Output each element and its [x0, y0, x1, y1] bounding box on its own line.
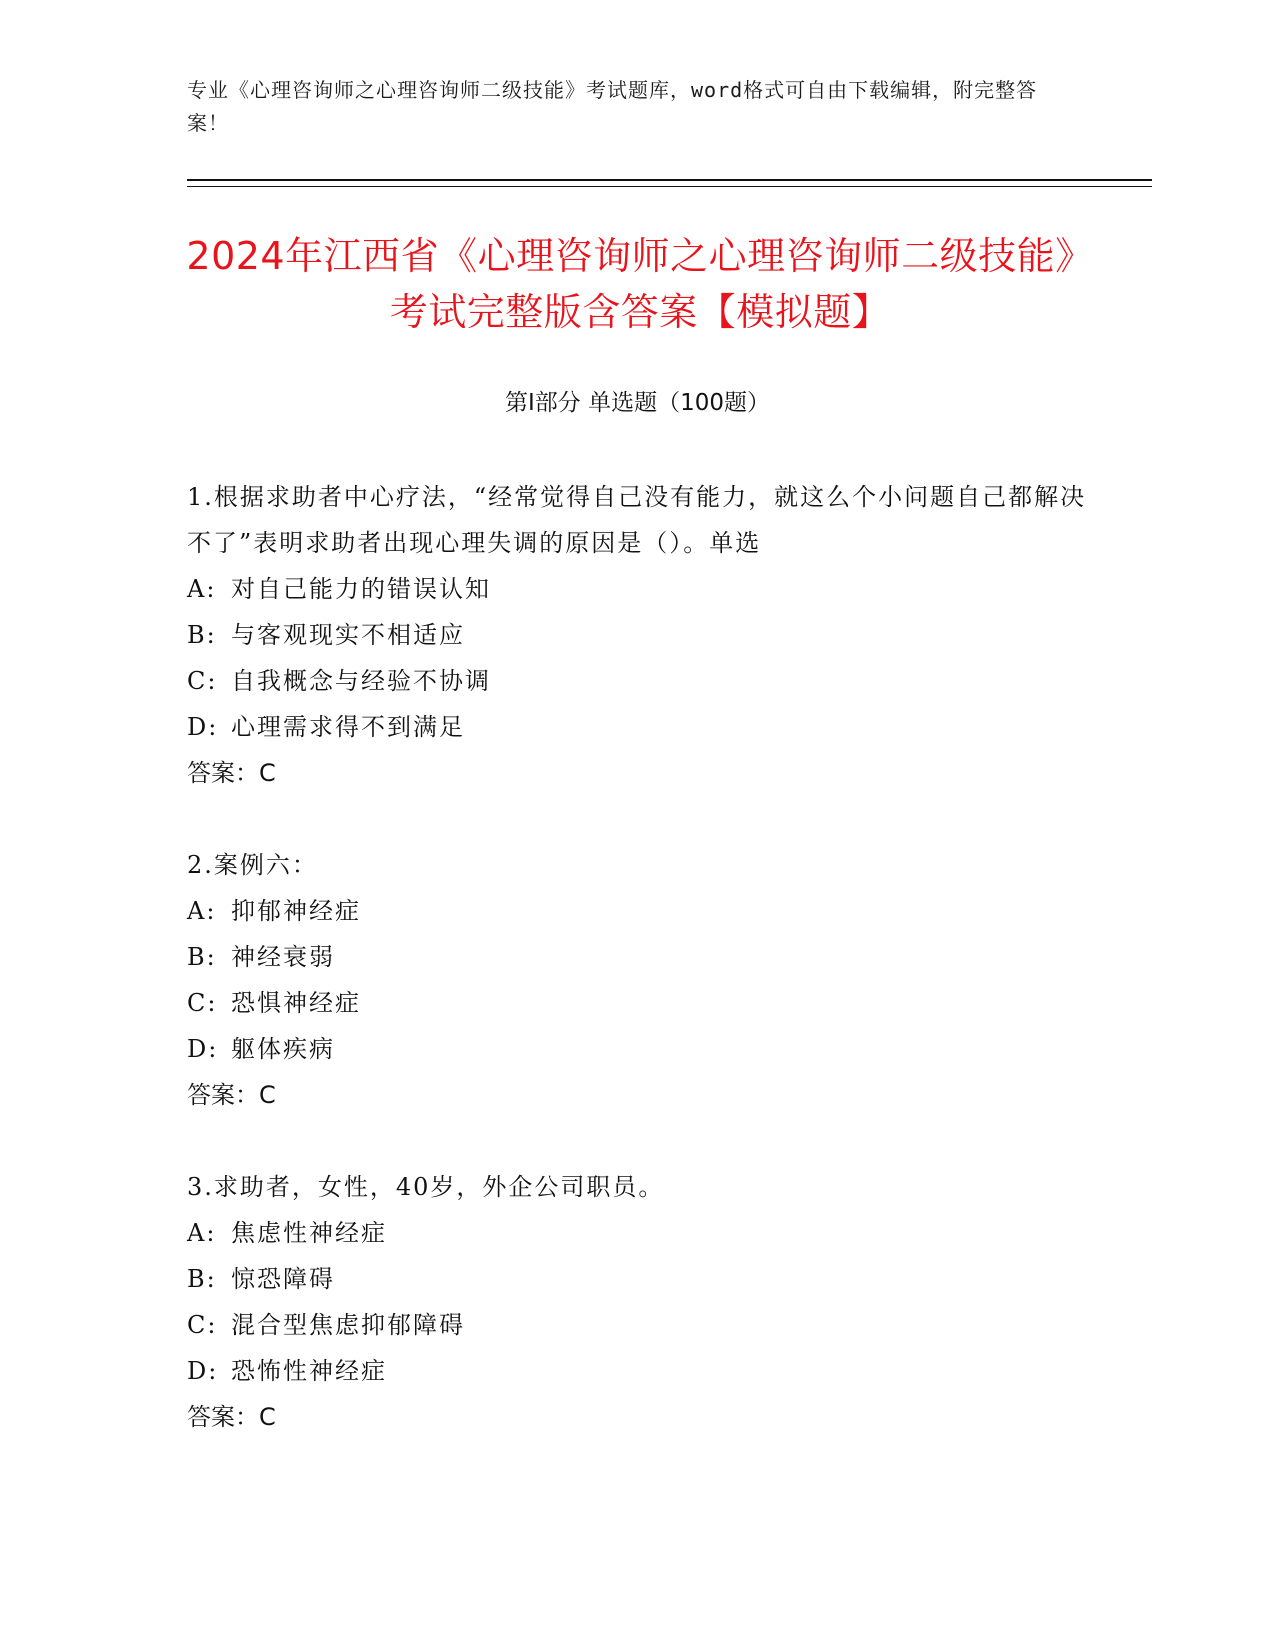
option-text: 躯体疾病	[231, 1035, 335, 1063]
option-letter: A:	[187, 575, 217, 603]
question-1	[187, 474, 1087, 796]
option-c	[187, 658, 1087, 704]
answer-line: 答案：C	[187, 1403, 276, 1431]
option-letter: D:	[187, 1035, 219, 1063]
option-text: 惊恐障碍	[231, 1265, 335, 1293]
option-d	[187, 1026, 1087, 1072]
option-a	[187, 1210, 1087, 1256]
option-letter: C:	[187, 1311, 218, 1339]
option-letter: B:	[187, 1265, 217, 1293]
option-text: 混合型焦虑抑郁障碍	[231, 1311, 465, 1339]
option-text: 恐怖性神经症	[231, 1357, 387, 1385]
option-letter: A:	[187, 1219, 217, 1247]
option-b	[187, 1256, 1087, 1302]
option-c	[187, 1302, 1087, 1348]
question-stem: 2.案例六：	[187, 851, 318, 879]
option-letter: D:	[187, 713, 219, 741]
option-d	[187, 704, 1087, 750]
answer-line: 答案：C	[187, 759, 276, 787]
header-rule-thin	[187, 186, 1152, 187]
option-text: 焦虑性神经症	[231, 1219, 387, 1247]
option-text: 对自己能力的错误认知	[231, 575, 491, 603]
option-letter: C:	[187, 667, 218, 695]
answer-line: 答案：C	[187, 1081, 276, 1109]
option-text: 自我概念与经验不协调	[231, 667, 491, 695]
option-b	[187, 612, 1087, 658]
option-letter: B:	[187, 621, 217, 649]
option-text: 抑郁神经症	[231, 897, 361, 925]
question-3	[187, 1164, 1087, 1440]
header-note: 专业《心理咨询师之心理咨询师二级技能》考试题库，word格式可自由下载编辑，附完整答案！	[187, 78, 1038, 135]
option-text: 恐惧神经症	[231, 989, 361, 1017]
option-c	[187, 980, 1087, 1026]
option-text: 心理需求得不到满足	[231, 713, 465, 741]
question-list	[187, 474, 1087, 1486]
question-stem: 3.求助者，女性，40岁，外企公司职员。	[187, 1173, 665, 1201]
question-stem: 1.根据求助者中心疗法，“经常觉得自己没有能力，就这么个小问题自己都解决不了”表明求助者出现心理失调的原因是（）。单选	[187, 483, 1087, 557]
option-a	[187, 566, 1087, 612]
option-text: 与客观现实不相适应	[231, 621, 465, 649]
question-2	[187, 842, 1087, 1118]
option-text: 神经衰弱	[231, 943, 335, 971]
option-letter: C:	[187, 989, 218, 1017]
document-title: 2024年江西省《心理咨询师之心理咨询师二级技能》考试完整版含答案【模拟题】	[186, 234, 1094, 334]
section-title: 第Ⅰ部分 单选题（100题）	[505, 390, 770, 416]
option-letter: A:	[187, 897, 217, 925]
option-letter: B:	[187, 943, 217, 971]
option-a	[187, 888, 1087, 934]
option-b	[187, 934, 1087, 980]
option-letter: D:	[187, 1357, 219, 1385]
header-rule-thick	[187, 179, 1152, 181]
option-d	[187, 1348, 1087, 1394]
